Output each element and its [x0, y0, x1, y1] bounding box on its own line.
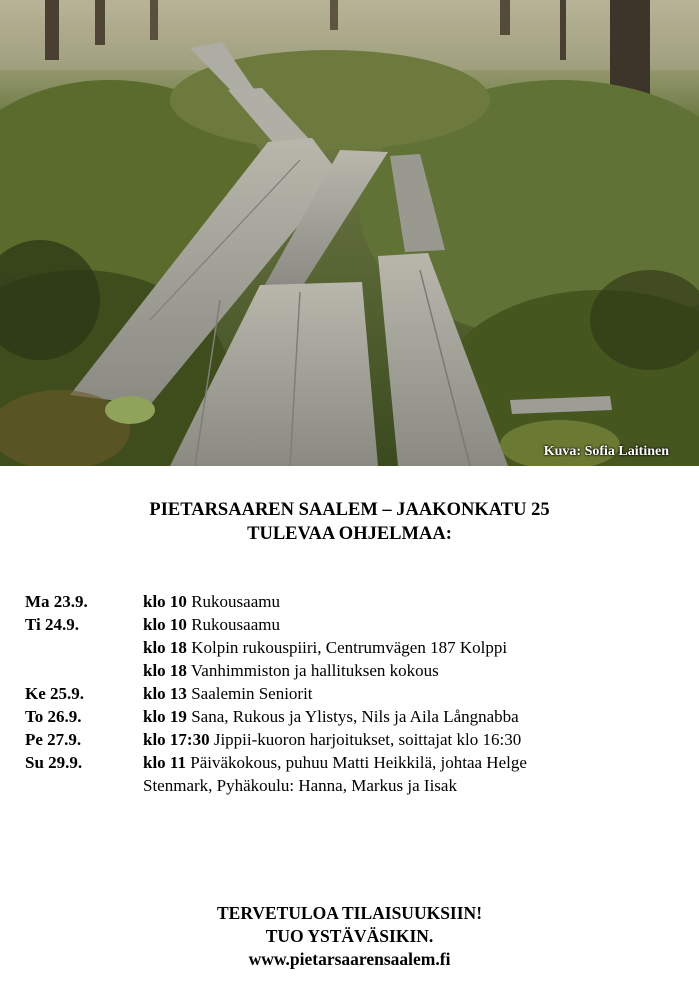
schedule-day: Ti 24.9.	[25, 615, 80, 634]
footer-welcome: TERVETULOA TILAISUUKSIIN!	[216, 903, 483, 923]
schedule-day	[25, 659, 143, 682]
schedule-day	[25, 636, 143, 659]
schedule-day: Ke 25.9.	[25, 684, 85, 703]
schedule-time: klo 19	[143, 707, 187, 726]
schedule-time: klo 18	[143, 661, 187, 680]
schedule-row	[25, 751, 665, 774]
schedule-row	[25, 636, 665, 659]
header-subtitle: TULEVAA OHJELMAA:	[247, 524, 452, 544]
schedule-time: klo 11	[143, 753, 186, 772]
footer-invite: TUO YSTÄVÄSIKIN.	[265, 926, 434, 946]
schedule-time: klo 10	[143, 615, 187, 634]
schedule-text: Saalemin Seniorit	[186, 684, 313, 703]
schedule-time: klo 10	[143, 592, 187, 611]
schedule-row	[25, 728, 665, 751]
schedule-day: Pe 27.9.	[25, 730, 82, 749]
schedule-row	[25, 774, 665, 797]
schedule-text: Jippii-kuoron harjoitukset, soittajat klo 16:30	[209, 730, 522, 749]
schedule-text: Sana, Rukous ja Ylistys, Nils ja Aila Långnabba	[186, 707, 519, 726]
schedule-text: Vanhimmiston ja hallituksen kokous	[186, 661, 439, 680]
schedule-row	[25, 613, 665, 636]
schedule-text: Stenmark, Pyhäkoulu: Hanna, Markus ja Iisak	[143, 776, 457, 795]
schedule-day	[25, 774, 143, 797]
page-header	[0, 498, 699, 546]
schedule-time: klo 13	[143, 684, 187, 703]
schedule-text: Päiväkokous, puhuu Matti Heikkilä, johtaa Helge	[186, 753, 527, 772]
schedule-row	[25, 705, 665, 728]
schedule-list	[25, 590, 665, 797]
schedule-text: Rukousaamu	[186, 615, 280, 634]
photo-credit: Kuva: Sofia Laitinen	[543, 444, 669, 459]
schedule-text: Kolpin rukouspiiri, Centrumvägen 187 Kolppi	[186, 638, 508, 657]
header-title: PIETARSAAREN SAALEM – JAAKONKATU 25	[149, 500, 550, 520]
schedule-day: Ma 23.9.	[25, 592, 88, 611]
schedule-time: klo 18	[143, 638, 187, 657]
page-footer	[0, 902, 699, 971]
schedule-text: Rukousaamu	[186, 592, 280, 611]
schedule-row	[25, 590, 665, 613]
schedule-time: klo 17:30	[143, 730, 210, 749]
schedule-row	[25, 659, 665, 682]
schedule-row	[25, 682, 665, 705]
boardwalk-photo	[0, 0, 699, 466]
schedule-day: Su 29.9.	[25, 753, 83, 772]
website-link[interactable]: www.pietarsaarensaalem.fi	[248, 949, 451, 969]
schedule-day: To 26.9.	[25, 707, 82, 726]
